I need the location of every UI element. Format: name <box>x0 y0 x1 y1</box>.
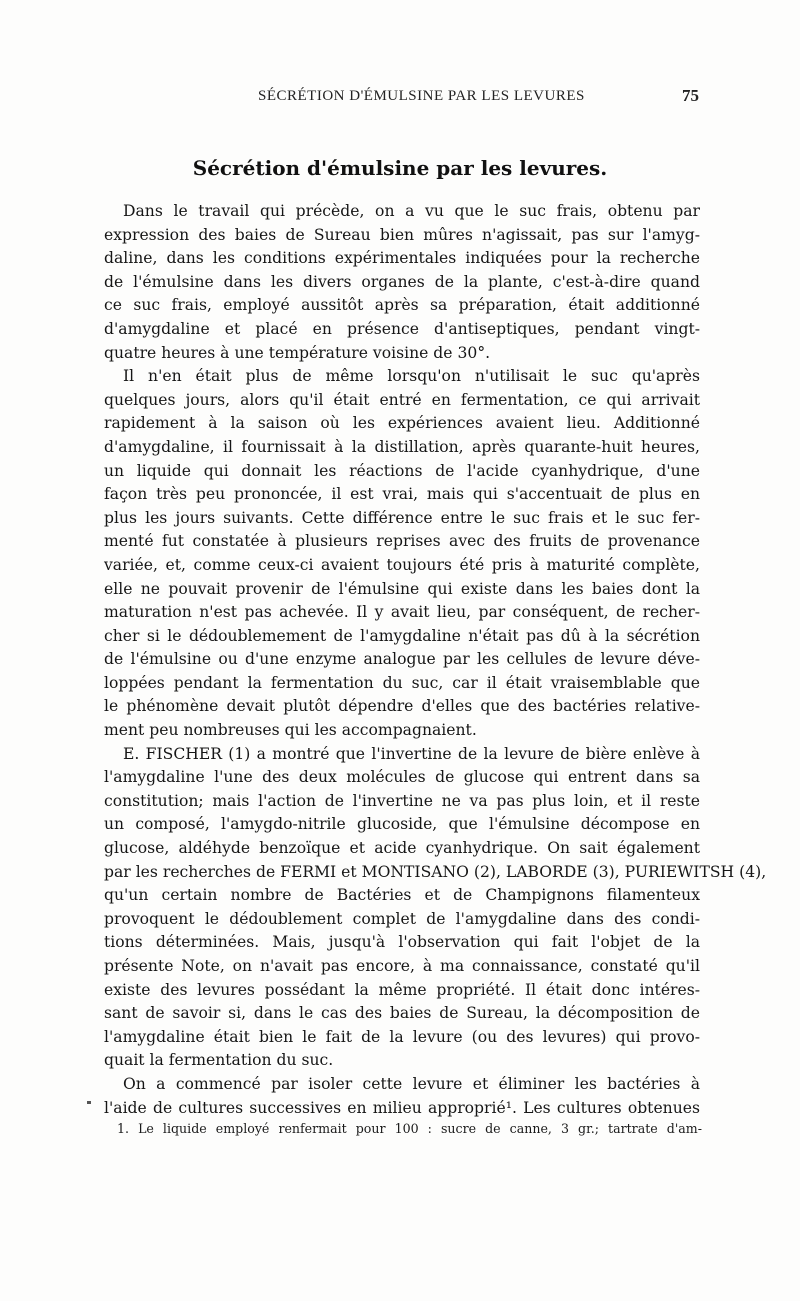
text-line: glucose, aldéhyde benzoïque et acide cyanhydrique. On sait également <box>104 839 700 858</box>
page-number: 75 <box>682 86 699 105</box>
article-title: Sécrétion d'émulsine par les levures. <box>192 156 608 180</box>
text-line: daline, dans les conditions expérimentales indiquées pour la recherche <box>104 249 700 268</box>
text-line: qu'un certain nombre de Bactéries et de Champignons filamenteux <box>104 886 700 905</box>
text-line: elle ne pouvait provenir de l'émulsine qui existe dans les baies dont la <box>104 579 700 598</box>
running-head: SÉCRÉTION D'ÉMULSINE PAR LES LEVURES <box>258 88 585 104</box>
article-body <box>104 200 767 1120</box>
text-line: l'aide de cultures successives en milieu approprié¹. Les cultures obtenues <box>104 1098 700 1117</box>
text-line: loppées pendant la fermentation du suc, car il était vraisemblable que <box>104 673 700 692</box>
margin-mark <box>87 1101 91 1104</box>
text-line: constitution; mais l'action de l'invertine ne va pas plus loin, et il reste <box>104 791 700 810</box>
text-line: un composé, l'amygdo-nitrile glucoside, que l'émulsine décompose en <box>104 815 700 834</box>
text-line: maturation n'est pas achevée. Il y avait lieu, par conséquent, de recher- <box>104 603 700 622</box>
text-line: d'amygdaline et placé en présence d'antiseptiques, pendant vingt- <box>104 319 700 338</box>
text-line: présente Note, on n'avait pas encore, à ma connaissance, constaté qu'il <box>104 957 700 975</box>
text-line: ment peu nombreuses qui les accompagnaient. <box>104 721 477 740</box>
text-line: ce suc frais, employé aussitôt après sa préparation, était additionné <box>104 296 700 315</box>
text-line: rapidement à la saison où les expériences avaient lieu. Additionné <box>104 414 700 433</box>
text-line: Il n'en était plus de même lorsqu'on n'utilisait le suc qu'après <box>123 367 700 386</box>
text-line: de l'émulsine dans les divers organes de la plante, c'est-à-dire quand <box>104 272 700 291</box>
text-line: existe des levures possédant la même propriété. Il était donc intéres- <box>104 980 700 999</box>
text-line: quelques jours, alors qu'il était entré en fermentation, ce qui arrivait <box>104 390 700 409</box>
text-line: variée, et, comme ceux-ci avaient toujours été pris à maturité complète, <box>104 555 700 574</box>
text-line: d'amygdaline, il fournissait à la distillation, après quarante-huit heures, <box>104 437 700 456</box>
text-line: un liquide qui donnait les réactions de l'acide cyanhydrique, d'une <box>104 461 700 480</box>
text-line: de l'émulsine ou d'une enzyme analogue par les cellules de levure déve- <box>104 650 700 669</box>
text-line: le phénomène devait plutôt dépendre d'elles que des bactéries relative- <box>104 697 700 716</box>
text-line: provoquent le dédoublement complet de l'amygdaline dans des condi- <box>104 909 700 928</box>
text-line: plus les jours suivants. Cette différence entre le suc frais et le suc fer- <box>104 508 700 527</box>
text-line: quait la fermentation du suc. <box>104 1051 334 1070</box>
footnote: 1. Le liquide employé renfermait pour 100 : sucre de canne, 3 gr.; tartrate d'am- <box>117 1121 702 1136</box>
text-line: Dans le travail qui précède, on a vu que le suc frais, obtenu par <box>123 202 700 220</box>
text-line: menté fut constatée à plusieurs reprises avec des fruits de provenance <box>104 532 700 551</box>
text-line: l'amygdaline l'une des deux molécules de glucose qui entrent dans sa <box>104 768 700 787</box>
text-line: E. FISCHER (1) a montré que l'invertine de la levure de bière enlève à <box>123 744 700 763</box>
text-line: quatre heures à une température voisine de 30°. <box>104 343 491 362</box>
text-line: l'amygdaline était bien le fait de la levure (ou des levures) qui provo- <box>104 1027 700 1046</box>
text-line: façon très peu prononcée, il est vrai, mais qui s'accentuait de plus en <box>104 485 700 504</box>
text-line: cher si le dédoublemement de l'amygdaline n'était pas dû à la sécrétion <box>104 626 700 645</box>
text-line: tions déterminées. Mais, jusqu'à l'observation qui fait l'objet de la <box>104 933 700 952</box>
text-line: expression des baies de Sureau bien mûres n'agissait, pas sur l'amyg- <box>104 225 700 244</box>
text-line: sant de savoir si, dans le cas des baies de Sureau, la décomposition de <box>104 1004 700 1023</box>
text-line: par les recherches de FERMI et MONTISANO (2), LABORDE (3), PURIEWITSH (4), <box>104 862 767 881</box>
text-line: On a commencé par isoler cette levure et éliminer les bactéries à <box>123 1074 700 1093</box>
